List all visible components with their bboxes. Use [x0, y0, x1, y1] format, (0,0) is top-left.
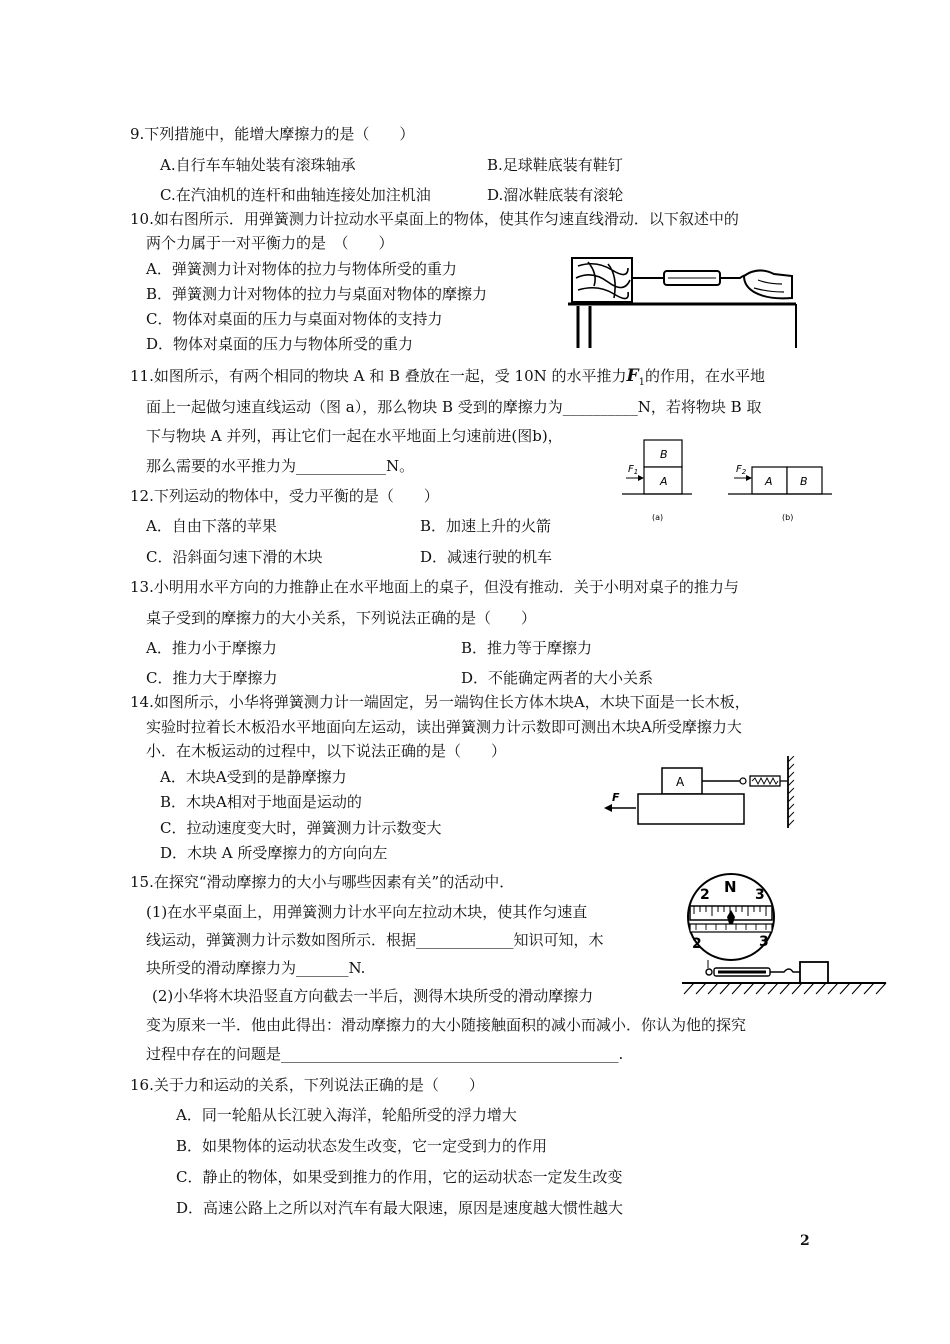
- q12-stem: 12.下列运动的物体中，受力平衡的是（ ）: [130, 487, 439, 505]
- q14-option-b: B．木块A相对于地面是运动的: [160, 793, 362, 811]
- q13-option-b: B．推力等于摩擦力: [461, 639, 593, 657]
- q10-stem-line2: 两个力属于一对平衡力的是 （ ）: [146, 234, 394, 252]
- q11-line1-post: 的作用，在水平地: [645, 367, 766, 385]
- fig-a-label-a: A: [660, 475, 668, 488]
- q10-option-d: D．物体对桌面的压力与物体所受的重力: [146, 335, 414, 353]
- q14-option-c: C．拉动速度变大时，弹簧测力计示数变大: [160, 819, 442, 837]
- q13-stem-line1: 13.小明用水平方向的力推静止在水平地面上的桌子，但没有推动．关于小明对桌子的推力与: [130, 578, 739, 596]
- fig-a-force: $F_1$: [628, 464, 639, 476]
- q9-stem: 9.下列措施中，能增大摩擦力的是（ ）: [130, 125, 415, 143]
- block-a-label: A: [676, 775, 685, 789]
- q11-line4: 那么需要的水平推力为____________N。: [146, 457, 415, 475]
- q11-force-sub: 1: [638, 377, 645, 388]
- q15-part1-line2: 线运动，弹簧测力计示数如图所示．根据_____________知识可知，木: [146, 931, 604, 949]
- dial-tick-2-bottom: 2: [692, 936, 702, 952]
- q15-part1-line1: (1)在水平桌面上，用弹簧测力计水平向左拉动木块，使其作匀速直: [146, 903, 588, 921]
- q10-option-b: B．弹簧测力计对物体的拉力与桌面对物体的摩擦力: [146, 285, 488, 303]
- q14-stem-line3: 小．在木板运动的过程中，以下说法正确的是（ ）: [146, 742, 507, 760]
- q13-option-a: A．推力小于摩擦力: [146, 639, 277, 657]
- dial-tick-3-top: 3: [755, 887, 765, 903]
- q10-figure: [568, 240, 804, 352]
- q14-option-a: A．木块A受到的是静摩擦力: [160, 768, 347, 786]
- q12-option-c: C．沿斜面匀速下滑的木块: [146, 548, 323, 566]
- q12-option-a: A．自由下落的苹果: [146, 517, 277, 535]
- wooden-block: [800, 962, 828, 983]
- q14-stem-line2: 实验时拉着长木板沿水平地面向左运动，读出弹簧测力计示数即可测出木块A所受摩擦力大: [146, 718, 742, 736]
- q12-option-d: D．减速行驶的机车: [420, 548, 553, 566]
- q9-option-d: D.溜冰鞋底装有滚轮: [487, 186, 624, 204]
- q14-figure: [600, 756, 798, 832]
- q11-line2: 面上一起做匀速直线运动（图 a），那么物块 B 受到的摩擦力为__________N，若将物块 B 取: [146, 398, 762, 416]
- q14-option-d: D．木块 A 所受摩擦力的方向向左: [160, 844, 388, 862]
- fig-b-label-b: B: [800, 475, 808, 488]
- q10-option-a: A．弹簧测力计对物体的拉力与物体所受的重力: [146, 260, 457, 278]
- q15-figure: [672, 872, 890, 998]
- page-number: 2: [800, 1233, 810, 1249]
- q9-option-b: B.足球鞋底装有鞋钉: [487, 156, 623, 174]
- q10-option-c: C．物体对桌面的压力与桌面对物体的支持力: [146, 310, 443, 328]
- long-board: [638, 794, 744, 824]
- q15-stem: 15.在探究“滑动摩擦力的大小与哪些因素有关”的活动中．: [130, 873, 515, 891]
- dial-tick-2-top: 2: [700, 887, 710, 903]
- q15-part1-line3: 块所受的滑动摩擦力为_______N.: [146, 959, 366, 977]
- q12-option-b: B．加速上升的火箭: [420, 517, 552, 535]
- q15-part2-line2: 变为原来一半．他由此得出：滑动摩擦力的大小随接触面积的减小而减小．你认为他的探究: [146, 1016, 747, 1034]
- q13-option-d: D．不能确定两者的大小关系: [461, 669, 654, 687]
- q16-option-c: C．静止的物体，如果受到推力的作用，它的运动状态一定发生改变: [176, 1168, 623, 1186]
- q11-figure: [622, 438, 836, 524]
- q11-line3: 下与物块 A 并列，再让它们一起在水平地面上匀速前进(图b)，: [146, 427, 563, 445]
- fig-b-force: $F_2$: [736, 464, 747, 476]
- q16-option-d: D．高速公路上之所以对汽车有最大限速，原因是速度越大惯性越大: [176, 1199, 624, 1217]
- q11-force-symbol: F: [626, 366, 639, 386]
- force-f-label: F: [612, 791, 620, 804]
- q11-line1: [130, 366, 765, 393]
- q16-stem: 16.关于力和运动的关系，下列说法正确的是（ ）: [130, 1076, 484, 1094]
- q13-stem-line2: 桌子受到的摩擦力的大小关系，下列说法正确的是（ ）: [146, 609, 537, 627]
- fig-b-caption: (b): [782, 513, 794, 522]
- dial-unit-n: N: [724, 878, 737, 896]
- hand: [744, 270, 792, 298]
- dial-tick-3-bottom: 3: [759, 934, 769, 950]
- fig-b-label-a: A: [765, 475, 773, 488]
- q9-option-a: A.自行车车轴处装有滚珠轴承: [160, 156, 356, 174]
- q15-part2-line3: 过程中存在的问题是_____________________________________________.: [146, 1045, 624, 1063]
- fig-a-label-b: B: [660, 448, 668, 461]
- q11-line1-pre: 11.如图所示，有两个相同的物块 A 和 B 叠放在一起，受 10N 的水平推力: [130, 367, 627, 385]
- q13-option-c: C．推力大于摩擦力: [146, 669, 278, 687]
- fig-a-caption: (a): [652, 513, 664, 522]
- q10-stem-line1: 10.如右图所示．用弹簧测力计拉动水平桌面上的物体，使其作匀速直线滑动．以下叙述中的: [130, 210, 739, 228]
- q14-stem-line1: 14.如图所示，小华将弹簧测力计一端固定，另一端钩住长方体木块A，木块下面是一长木板，: [130, 693, 750, 711]
- q15-part2-line1: (2)小华将木块沿竖直方向截去一半后，测得木块所受的滑动摩擦力: [152, 987, 594, 1005]
- q16-option-b: B．如果物体的运动状态发生改变，它一定受到力的作用: [176, 1137, 548, 1155]
- q9-option-c: C.在汽油机的连杆和曲轴连接处加注机油: [160, 186, 431, 204]
- q16-option-a: A．同一轮船从长江驶入海洋，轮船所受的浮力增大: [176, 1106, 517, 1124]
